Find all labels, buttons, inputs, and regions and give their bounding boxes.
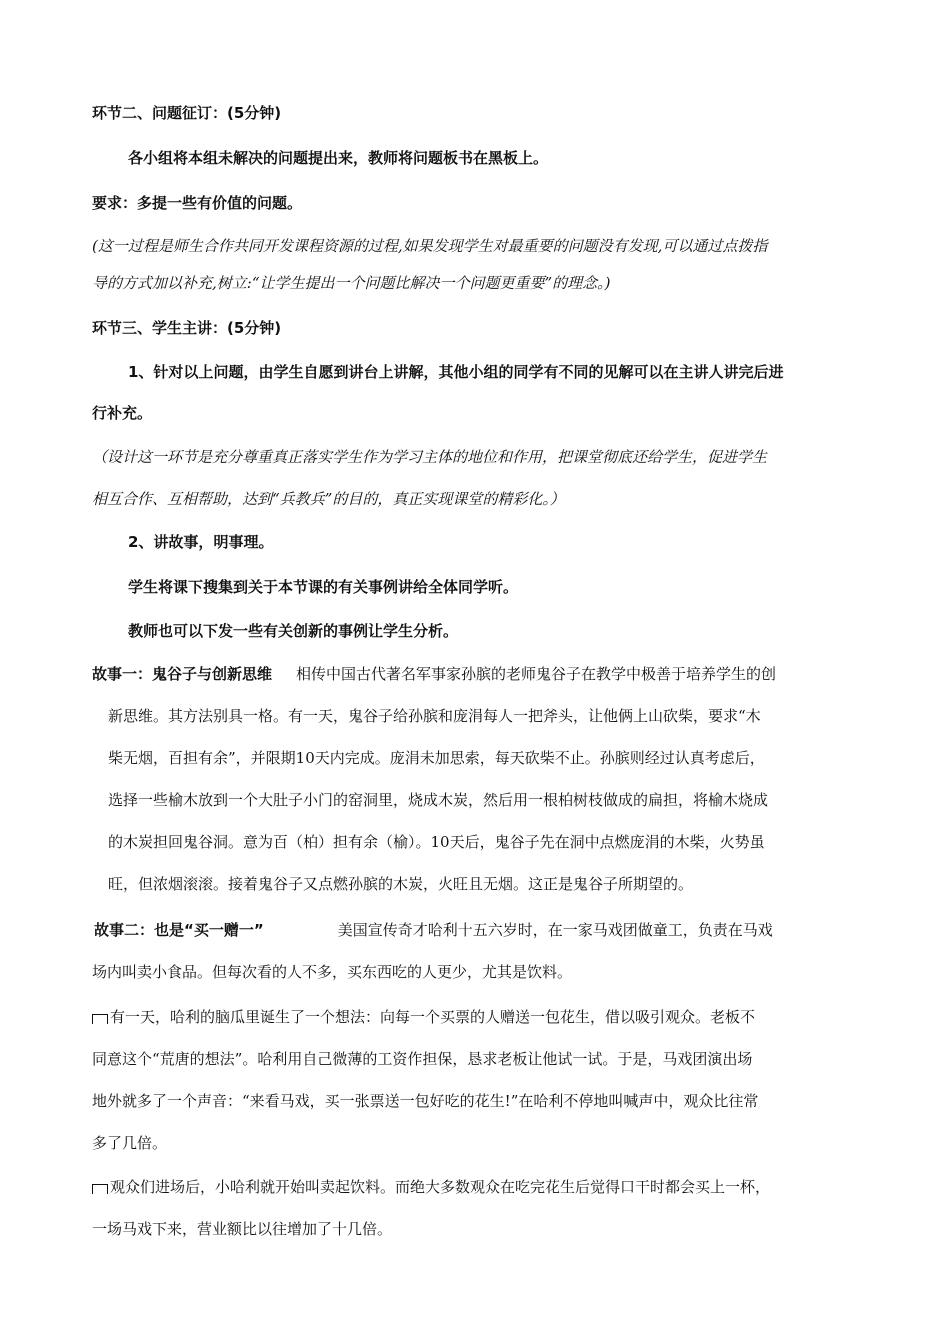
- story-2-text: 有一天，哈利的脑瓜里诞生了一个想法：向每一个买票的人赠送一包花生，借以吸引观众。老板不: [110, 1008, 756, 1026]
- story-2-line: 场内叫卖小食品。但每次看的人不多，买东西吃的人更少，尤其是饮料。: [92, 963, 573, 981]
- story-2-paragraph-2-line: [92, 997, 858, 1038]
- paragraph-mark-icon: [92, 1184, 108, 1194]
- story-1-line: 选择一些榆木放到一个大肚子小门的窑洞里，烧成木炭，然后用一根柏树枝做成的扁担，将榆木烧成: [108, 791, 769, 809]
- story-1-title: 故事一：鬼谷子与创新思维: [92, 665, 273, 683]
- story-2-text: 美国宣传奇才哈利十五六岁时，在一家马戏团做童工，负责在马戏: [337, 921, 773, 939]
- story-2-title: 故事二：也是“买一赠一”: [94, 921, 264, 939]
- story-2-first-line: [94, 910, 860, 951]
- paragraph: 各小组将本组未解决的问题提出来，教师将问题板书在黑板上。: [128, 149, 549, 167]
- story-2-paragraph-3-line: [92, 1167, 858, 1208]
- paragraph: 1、针对以上问题，由学生自愿到讲台上讲解，其他小组的同学有不同的见解可以在主讲人讲完后进: [128, 363, 784, 381]
- story-1-line: 新思维。其方法别具一格。有一天，鬼谷子给孙膑和庞涓每人一把斧头，让他俩上山砍柴，要求“木: [108, 707, 761, 725]
- italic-note-line: (这一过程是师生合作共同开发课程资源的过程,如果发现学生对最重要的问题没有发现,可以通过点拨指: [92, 237, 768, 255]
- story-1-line: 柴无烟，百担有余”，并限期10天内完成。庞涓未加思索，每天砍柴不止。孙膑则经过认真考虑后，: [108, 749, 765, 767]
- paragraph-mark-icon: [92, 1014, 108, 1024]
- section-heading-3: 环节三、学生主讲：(5分钟): [92, 319, 282, 337]
- story-2-line: 地外就多了一个声音：“来看马戏，买一张票送一包好吃的花生!”在哈利不停地叫喊声中，观众比往常: [92, 1092, 759, 1110]
- section-heading-2: 环节二、问题征订：(5分钟): [92, 104, 282, 122]
- subsection-heading: 2、讲故事，明事理。: [128, 533, 274, 551]
- story-2-text: 观众们进场后，小哈利就开始叫卖起饮料。而绝大多数观众在吃完花生后觉得口干时都会买上一杯，: [110, 1178, 771, 1196]
- italic-note-line: 导的方式加以补充,树立:“让学生提出一个问题比解决一个问题更重要”的理念。): [92, 274, 611, 292]
- story-1-text: 相传中国古代著名军事家孙膑的老师鬼谷子在教学中极善于培养学生的创: [296, 665, 777, 683]
- paragraph: 学生将课下搜集到关于本节课的有关事例讲给全体同学听。: [128, 578, 519, 596]
- italic-note-line: （设计这一环节是充分尊重真正落实学生作为学习主体的地位和作用，把课堂彻底还给学生，促进学生: [92, 448, 768, 466]
- story-2-line: 多了几倍。: [92, 1134, 168, 1152]
- paragraph: 行补充。: [92, 404, 153, 422]
- story-2-line: 同意这个“荒唐的想法”。哈利用自己微薄的工资作担保，恳求老板让他试一试。于是，马戏团演出场: [92, 1050, 753, 1068]
- story-1-first-line: [92, 654, 858, 695]
- paragraph: 教师也可以下发一些有关创新的事例让学生分析。: [128, 622, 459, 640]
- story-1-line: 旺，但浓烟滚滚。接着鬼谷子又点燃孙膑的木炭，火旺且无烟。这正是鬼谷子所期望的。: [108, 875, 694, 893]
- story-2-line: 一场马戏下来，营业额比以往增加了十几倍。: [92, 1220, 393, 1238]
- italic-note-line: 相互合作、互相帮助，达到“兵教兵”的目的，真正实现课堂的精彩化。）: [92, 490, 565, 508]
- story-1-line: 的木炭担回鬼谷洞。意为百（柏）担有余（榆）。10天后，鬼谷子先在洞中点燃庞涓的木柴，火势虽: [108, 833, 765, 851]
- requirement-line: 要求：多提一些有价值的问题。: [92, 194, 303, 212]
